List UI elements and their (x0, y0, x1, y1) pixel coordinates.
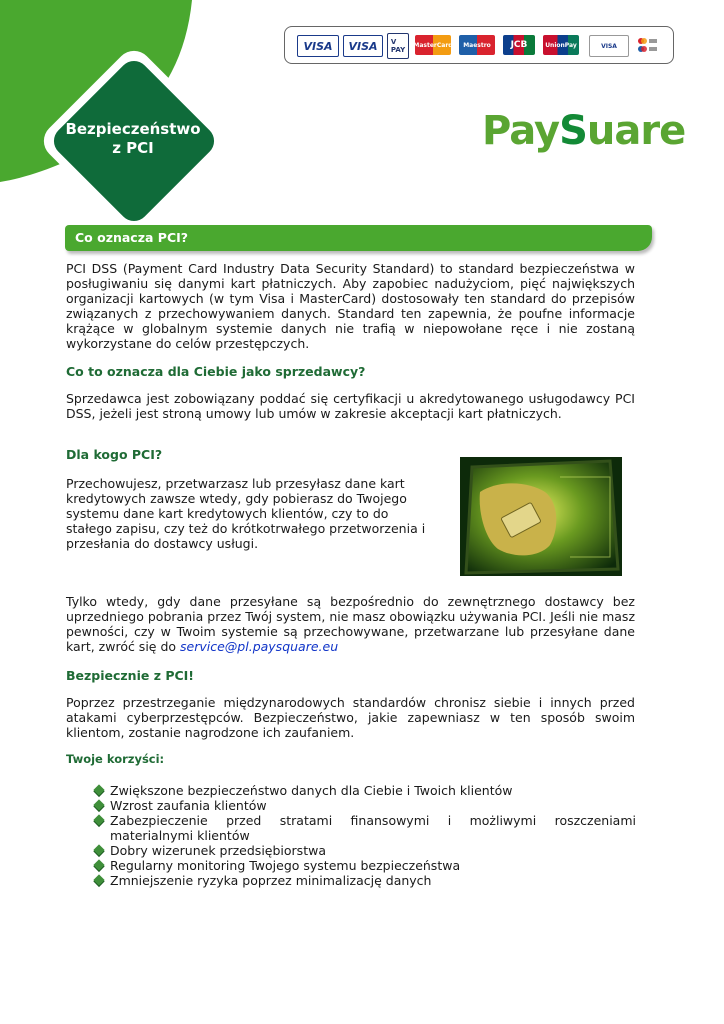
jcb-logo: JCB (503, 35, 535, 55)
who-paragraph: Przechowujesz, przetwarzasz lub przesyłasz dane kart kredytowych zawsze wtedy, gdy pobierasz do Twojego systemu dane kart kredytowych klientów, czy to do stałego zapisu, czy też do krótkotrwałego przetworzenia i przesłania do dostawcy usługi. (66, 476, 426, 551)
diamond-bullet-icon (93, 814, 104, 825)
diamond-bullet-icon (93, 799, 104, 810)
logo-text-q: S (559, 108, 587, 154)
v-pay-logo: V PAY (387, 33, 409, 59)
maestro-logo: Maestro (459, 35, 495, 55)
diamond-bullet-icon (93, 874, 104, 885)
mastercard-logo: MasterCard (415, 35, 451, 55)
email-paragraph-text: Tylko wtedy, gdy dane przesyłane są bezpośrednio do zewnętrznego dostawcy bez uprzedniego pobrania przez Twój system, nie masz obowiązku używania PCI. Jeśli nie masz pewności, czy w Twoim systemie są przechowywane, przetwarzane lub przesyłane dane kart, zwróć się do (66, 594, 635, 654)
badge-title (58, 120, 208, 158)
secure-heading: Bezpiecznie z PCI! (66, 668, 195, 683)
diamond-bullet-icon (93, 844, 104, 855)
diamond-bullet-icon (93, 784, 104, 795)
merchant-heading: Co to oznacza dla Ciebie jako sprzedawcy? (66, 364, 366, 379)
logo-text-uare: uare (586, 108, 686, 154)
paysquare-logo (482, 108, 685, 154)
benefit-text: Wzrost zaufania klientów (110, 798, 267, 813)
badge-title-line2: z PCI (112, 139, 154, 157)
list-item (94, 798, 636, 813)
secure-paragraph: Poprzez przestrzeganie międzynarodowych standardów chronisz siebie i innych przed atakami cyberprzestępców. Bezpieczeństwo, jakie zapewniasz w ten sposób swoim klientom, zostanie nagrodzone ich zaufaniem. (66, 695, 635, 740)
diamond-bullet-icon (93, 859, 104, 870)
verified-by-visa-logo: VISA (589, 35, 629, 57)
logo-text-pay: Pay (482, 108, 560, 154)
benefits-heading: Twoje korzyści: (66, 752, 165, 766)
service-email-link[interactable]: service@pl.paysquare.eu (180, 639, 339, 654)
who-heading: Dla kogo PCI? (66, 447, 163, 462)
hand-card-monitor-image (460, 457, 622, 576)
email-paragraph (66, 594, 635, 654)
benefits-list (94, 783, 636, 888)
unionpay-logo: UnionPay (543, 35, 579, 55)
benefit-text: Regularny monitoring Twojego systemu bezpieczeństwa (110, 858, 461, 873)
list-item (94, 813, 636, 843)
benefit-text: Dobry wizerunek przedsiębiorstwa (110, 843, 326, 858)
benefit-text: Zmniejszenie ryzyka poprzez minimalizację danych (110, 873, 432, 888)
pci-definition-paragraph: PCI DSS (Payment Card Industry Data Security Standard) to standard bezpieczeństwa w posługiwaniu się danymi kart płatniczych. Aby zapobiec nadużyciom, pięć największych organizacji kartowych (w tym Visa i MasterCard) dostosowały ten standard do przepisów związanych z przechowywaniem danych. Standard ten zapewnia, że poufne informacje krążące w globalnym systemie danych nie trafią w niepowołane ręce i nie zostaną wykorzystane do celów przestępczych. (66, 261, 635, 351)
badge-title-line1: Bezpieczeństwo (65, 120, 201, 138)
benefit-text: Zabezpieczenie przed stratami finansowymi i możliwymi roszczeniami materialnymi klientów (110, 813, 636, 843)
visa-logo: VISA (297, 35, 339, 57)
merchant-paragraph: Sprzedawca jest zobowiązany poddać się certyfikacji u akredytowanego usługodawcy PCI DSS, jeżeli jest stroną umowy lub umów w zakresie akceptacji kart płatniczych. (66, 391, 635, 421)
list-item (94, 843, 636, 858)
card-logos-bar (284, 26, 674, 64)
list-item (94, 858, 636, 873)
corner-decoration (0, 0, 230, 230)
list-item (94, 873, 636, 888)
visa-electron-logo: VISA (343, 35, 383, 57)
section-title-bar: Co oznacza PCI? (65, 225, 652, 251)
benefit-text: Zwiększone bezpieczeństwo danych dla Ciebie i Twoich klientów (110, 783, 513, 798)
list-item (94, 783, 636, 798)
mastercard-securecode-logo (633, 35, 661, 55)
